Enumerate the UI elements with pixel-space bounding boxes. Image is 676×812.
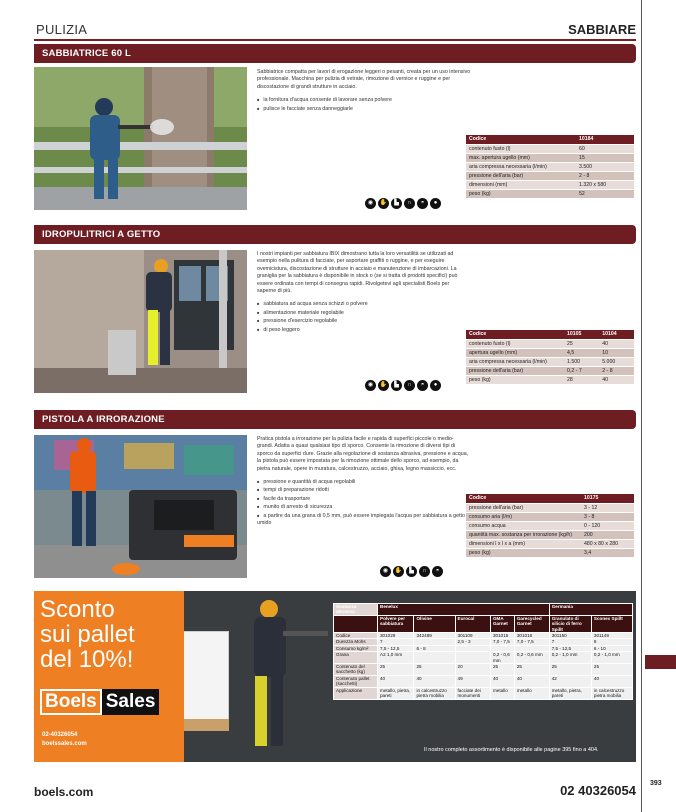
spec-value: 5.000 — [599, 357, 634, 366]
spec-value: 4,5 — [564, 348, 599, 357]
abrasive-cell: 40 — [414, 675, 455, 687]
promo-headline — [40, 597, 135, 672]
spec-table — [466, 330, 634, 385]
abrasive-row-label: Codice — [334, 633, 378, 639]
spec-label: apertura ugello (mm) — [466, 348, 564, 357]
safety-icons — [380, 566, 443, 577]
abrasive-cell: 40 — [490, 675, 514, 687]
feature-list — [257, 96, 472, 113]
feature-item: ■ di peso leggero — [257, 326, 469, 334]
safety-icons — [365, 380, 441, 391]
promo-headline-line: del 10%! — [40, 646, 134, 673]
spec-label: consumo aria (l/m) — [466, 512, 581, 521]
abrasive-cell: in calcestruzzo pietra mobilia — [414, 687, 455, 699]
abrasive-table — [333, 603, 633, 700]
page-number: 393 — [650, 780, 662, 787]
abrasive-header: Granulato di silicio di ferro Spillt — [549, 615, 591, 632]
abrasive-cell: 25 — [490, 664, 514, 676]
category-title: PULIZIA — [36, 22, 88, 37]
spec-label: consumo acqua — [466, 521, 581, 530]
feature-list — [257, 478, 469, 527]
spec-header: 10175 — [581, 494, 634, 503]
feature-item: ■ pulisce le facciate senza danneggiarle — [257, 105, 472, 113]
feature-list — [257, 300, 469, 334]
abrasive-cell: metallo — [490, 687, 514, 699]
spec-value: 1.500 — [564, 357, 599, 366]
abrasive-row-label: Durezza Mohs — [334, 639, 378, 645]
section-title-band: IDROPULITRICI A GETTO — [34, 225, 636, 244]
helmet-icon: ◓ — [417, 198, 428, 209]
spec-label: contenuto fusto (l) — [466, 339, 564, 348]
abrasive-row-label: Contenuto pallet (sacchetti) — [334, 675, 378, 687]
spec-value: 40 — [599, 339, 634, 348]
spec-value: 480 x 80 x 280 — [581, 539, 634, 548]
spec-value: 1.320 x 580 — [576, 180, 634, 189]
abrasive-cell: 42 — [549, 675, 591, 687]
boot-icon: ▙ — [391, 198, 402, 209]
hand-icon: ✋ — [378, 380, 389, 391]
logo-word-sales: Sales — [102, 689, 160, 715]
spec-label: peso (kg) — [466, 375, 564, 384]
spec-label: aria compressa necessaria (l/min) — [466, 162, 576, 171]
section-title-band: SABBIATRICE 60 L — [34, 44, 636, 63]
footer-website[interactable]: boels.com — [34, 785, 94, 799]
page-edge-line — [641, 0, 642, 812]
subcategory-title: SABBIARE — [568, 22, 636, 37]
ear-protection-icon: ∩ — [404, 380, 415, 391]
abrasive-row — [334, 652, 633, 664]
abrasive-header: Polvere per sabbiatura — [378, 615, 414, 632]
spec-header: Codice — [466, 330, 564, 339]
spec-header: 10184 — [576, 135, 634, 144]
spec-value: 40 — [599, 375, 634, 384]
feature-item: ■ sabbiatura ad acqua senza schizzi o polvere — [257, 300, 469, 308]
abrasive-cell: 0,2 - 1,0 mm — [591, 652, 632, 664]
abrasive-cell: 25 — [591, 664, 632, 676]
abrasive-group-benelux: Benelux — [378, 604, 550, 616]
description-text: I nostri impianti per sabbiatura IBIX dimostrano tutta la loro versatilità se utilizzati ad esempio nella pulitura di facciate, per asportare graffiti o ruggine, e per eseguire ovemicistura, discostazione di strutture in acciaio e manutenzione di imbarcazioni. La graniglia per la sabbiatura è disponibile in stock o (se si tratta di prodotti specifici) può essere ordinata con tempi di consegna rapidi. Rivolgetevi agli specialisti Boels per saperne di più. — [257, 251, 458, 295]
abrasive-cell: 301015 — [490, 633, 514, 639]
abrasive-cell: 6 — [591, 639, 632, 645]
helmet-icon: ◓ — [432, 566, 443, 577]
abrasive-cell: facciate dei monumenti — [455, 687, 490, 699]
safety-icons — [365, 198, 441, 209]
worker-image — [239, 591, 329, 762]
abrasive-row — [334, 675, 633, 687]
spec-value: 60 — [576, 144, 634, 153]
abrasive-header: Garecycled Garnet — [514, 615, 549, 632]
product-photo — [34, 67, 247, 210]
abrasive-cell: 40 — [378, 675, 414, 687]
spec-value: 2 - 8 — [599, 366, 634, 375]
abrasive-cell: 7,5 - 12,5 — [378, 645, 414, 651]
spec-label: max. apertura ugello (mm) — [466, 153, 576, 162]
abrasive-row-label: Consumo kg/m² — [334, 645, 378, 651]
feature-item: ■ a partire da una grana di 0,5 mm, può essere impiegata l'acqua per sabbiatura a getto umido — [257, 512, 469, 528]
abrasive-cell: 7 — [549, 639, 591, 645]
mask-icon: ● — [430, 198, 441, 209]
promo-contact — [42, 731, 87, 749]
spec-value: 3.500 — [576, 162, 634, 171]
spec-value: 10 — [599, 348, 634, 357]
abrasive-cell: 49 — [455, 675, 490, 687]
spec-label: dimensioni l x l x a (mm) — [466, 539, 581, 548]
spec-label: contenuto fusto (l) — [466, 144, 576, 153]
abrasive-cell: 7 — [378, 639, 414, 645]
abrasive-cell: 301109 — [455, 633, 490, 639]
spec-value: 0 - 120 — [581, 521, 634, 530]
ear-protection-icon: ∩ — [419, 566, 430, 577]
feature-item: ■ pressione d'esercizio regolabile — [257, 317, 469, 325]
spec-table — [466, 494, 634, 558]
spec-value: 25 — [564, 339, 599, 348]
abrasive-cell: 20 — [455, 664, 490, 676]
abrasive-cell: 40 — [591, 675, 632, 687]
promo-footer-note: Il nostro completo assortimento è disponibile alle pagine 395 fino a 404. — [424, 747, 599, 753]
product-photo — [34, 250, 247, 393]
product-description — [257, 251, 469, 334]
spec-value: 3,4 — [581, 548, 634, 557]
abrasive-rows — [334, 633, 633, 699]
abrasive-cell: 7,0 - 7,5 — [490, 639, 514, 645]
spec-header: 10104 — [599, 330, 634, 339]
hand-icon: ✋ — [393, 566, 404, 577]
abrasive-header: Sconex Spillt — [591, 615, 632, 632]
spec-value: 2 - 8 — [576, 171, 634, 180]
section-tab-marker — [645, 655, 676, 669]
goggles-icon: ◉ — [365, 380, 376, 391]
abrasive-cell: 7,5 - 12,5 — [549, 645, 591, 651]
description-text: Sabbiatrice compatta per lavori di erogazione leggeri o pesanti, creata per un uso intensivo professionale. Macchina per pulizia di vetrate, rimozione di vernice e ruggine e per discostazione di grandi strutture in acciaio. — [257, 69, 471, 90]
hand-icon: ✋ — [378, 198, 389, 209]
abrasive-header — [334, 615, 378, 632]
abrasive-cell: 301029 — [378, 633, 414, 639]
abrasive-cell: 0,2 - 1,0 mm — [549, 652, 591, 664]
goggles-icon: ◉ — [380, 566, 391, 577]
spec-value: 3 - 8 — [581, 512, 634, 521]
spec-value: 0,2 - 7 — [564, 366, 599, 375]
feature-item: ■ munito di arresto di sicurezza — [257, 503, 469, 511]
abrasive-row — [334, 664, 633, 676]
promo-phone: 02-40326054 — [42, 732, 78, 738]
product-photo — [34, 435, 247, 578]
abrasive-cell: 25 — [414, 664, 455, 676]
boot-icon: ▙ — [406, 566, 417, 577]
abrasive-cell: 0,2 - 0,6 mm — [514, 652, 549, 664]
boot-icon: ▙ — [391, 380, 402, 391]
abrasive-row-label: Grana — [334, 652, 378, 664]
promo-headline-line: sui pallet — [40, 621, 135, 648]
spec-label: aria compressa necessaria (l/min) — [466, 357, 564, 366]
feature-item: ■ tempi di preparazione ridotti — [257, 486, 469, 494]
abrasive-row — [334, 687, 633, 699]
abrasive-row-label: Applicazione — [334, 687, 378, 699]
promo-banner — [34, 591, 636, 762]
spec-value: 3 - 12 — [581, 503, 634, 512]
spec-label: quantità max. sostanza per irrorazione (kg/h) — [466, 530, 581, 539]
header-divider — [34, 39, 636, 41]
ear-protection-icon: ∩ — [404, 198, 415, 209]
abrasive-cell: metallo, pietra, pareti — [378, 687, 414, 699]
abrasive-cell: in calcestruzzo pietra mobilia — [591, 687, 632, 699]
spec-label: peso (kg) — [466, 189, 576, 198]
feature-item: ■ pressione e quantità di acqua regolabili — [257, 478, 469, 486]
abrasive-group-germania: Germania — [549, 604, 632, 616]
abrasive-cell: 25 — [378, 664, 414, 676]
spec-label: peso (kg) — [466, 548, 581, 557]
mask-icon: ● — [430, 380, 441, 391]
spec-label: pressione dell'aria (bar) — [466, 366, 564, 375]
abrasive-cell: A2 1,0 mm — [378, 652, 414, 664]
spec-table — [466, 135, 634, 199]
spec-label: pressione dell'aria (bar) — [466, 171, 576, 180]
abrasive-cell: 301150 — [549, 633, 591, 639]
spray-gun-photo — [34, 435, 247, 578]
abrasive-cell: 25 — [514, 664, 549, 676]
abrasive-row-label: Contenuto del sacchetto (kg) — [334, 664, 378, 676]
spec-header: Codice — [466, 494, 581, 503]
abrasive-cell: 40 — [514, 675, 549, 687]
spec-value: 200 — [581, 530, 634, 539]
abrasive-cell — [455, 652, 490, 664]
abrasive-cell: 301149 — [591, 633, 632, 639]
abrasive-cell: 6 - 10 — [591, 645, 632, 651]
feature-item: ■ la fornitura d'acqua consente di lavorare senza polvere — [257, 96, 472, 104]
abrasive-cell: 0,2 - 0,6 mm — [490, 652, 514, 664]
abrasive-header: Olivine — [414, 615, 455, 632]
abrasive-cell: 7,0 - 7,5 — [514, 639, 549, 645]
spec-value: 52 — [576, 189, 634, 198]
spec-label: dimensioni (mm) — [466, 180, 576, 189]
abrasive-cell: 25 — [549, 664, 591, 676]
helmet-icon: ◓ — [417, 380, 428, 391]
goggles-icon: ◉ — [365, 198, 376, 209]
abrasive-group-label: Sostanza abrasiva — [334, 604, 378, 616]
abrasive-header: Eurocal — [455, 615, 490, 632]
section-title-band: PISTOLA A IRRORAZIONE — [34, 410, 636, 429]
promo-website[interactable]: boelssales.com — [42, 741, 87, 747]
abrasive-cell: 2,5 - 3 — [455, 639, 490, 645]
abrasive-cell: 6 - 8 — [414, 645, 455, 651]
spec-label: pressione dell'aria (bar) — [466, 503, 581, 512]
spec-header: Codice — [466, 135, 576, 144]
promo-headline-line: Sconto — [40, 596, 115, 623]
boels-sales-logo — [40, 689, 180, 717]
abrasive-cell: 342489 — [414, 633, 455, 639]
feature-item: ■ facile da trasportare — [257, 495, 469, 503]
product-description — [257, 436, 469, 527]
spec-value: 28 — [564, 375, 599, 384]
product-description — [257, 69, 472, 113]
spec-value: 15 — [576, 153, 634, 162]
sandblasting-photo — [34, 67, 247, 210]
footer-phone: 02 40326054 — [560, 783, 636, 798]
water-blasting-photo — [34, 250, 247, 393]
abrasive-cell: 301016 — [514, 633, 549, 639]
description-text: Pratica pistola a irrorazione per la pulizia facile e rapida di superfici piccole o medio-grandi. Adatta a quasi qualsiasi tipo di sporco. Consente la rimozione di diversi tipi di sporco da superfici dure. Grazie alla regolazione di sostanza abrasiva, pressione e acqua, la pistola può essere impostata per la rimozione ottimale dello sporco, ad esempio, da pietra naturale, opere in muratura, calcestruzzo, acciaio, ghisa, legno massiccio, ecc. — [257, 436, 469, 472]
abrasive-cell: metallo — [514, 687, 549, 699]
abrasive-cell — [414, 652, 455, 664]
abrasive-cell: metallo, pietra, pareti — [549, 687, 591, 699]
logo-word-boels: Boels — [40, 689, 102, 715]
feature-item: ■ alimentazione materiale regolabile — [257, 309, 469, 317]
spec-header: 10105 — [564, 330, 599, 339]
abrasive-header: GMA Garnet — [490, 615, 514, 632]
